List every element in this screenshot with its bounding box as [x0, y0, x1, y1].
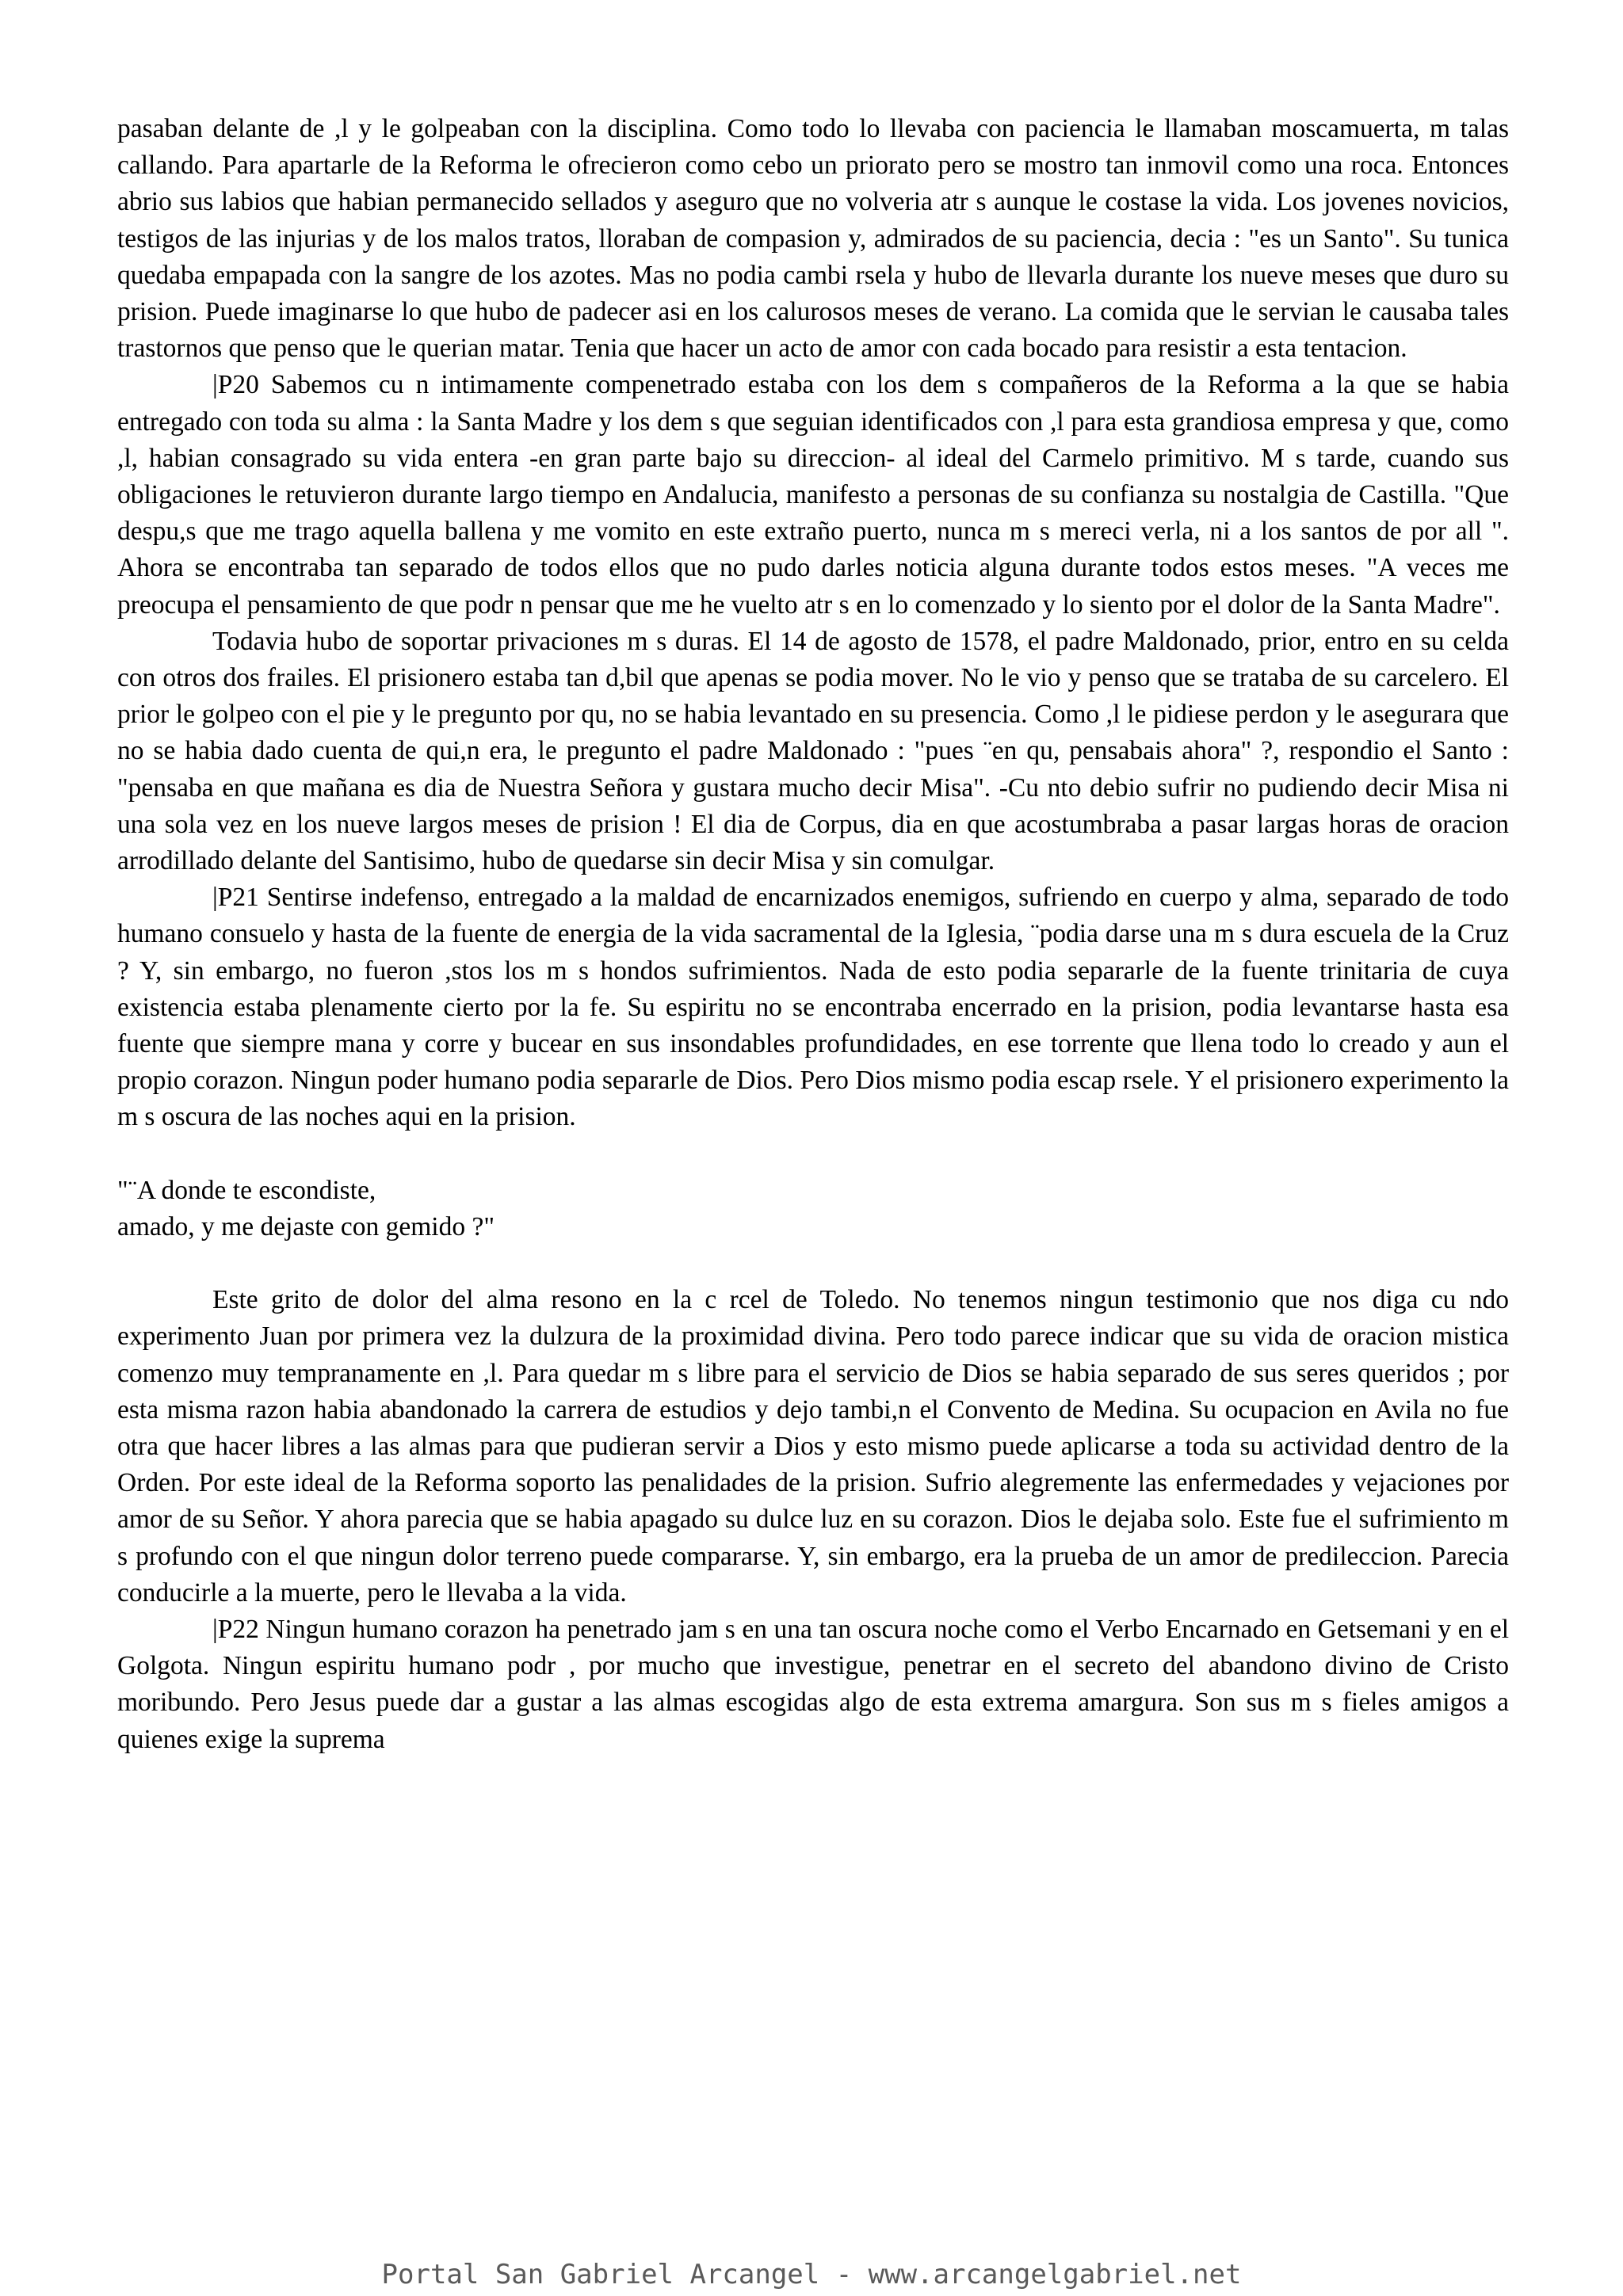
- verse-line-1: "¨A donde te escondiste,: [117, 1175, 376, 1205]
- paragraph-prison-treatment: pasaban delante de ,l y le golpeaban con la disciplina. Como todo lo llevaba con paciencia le llamaban moscamuerta, m talas callando. Para apartarle de la Reforma le ofrecieron como cebo un priorato pero se mostro tan inmovil como una roca. Entonces abrio sus labios que habian permanecido sellados y aseguro que no volveria atr s aunque le costase la vida. Los jovenes novicios, testigos de las injurias y de los malos tratos, lloraban de compasion y, admirados de su paciencia, decia : "es un Santo". Su tunica quedaba empapada con la sangre de los azotes. Mas no podia cambi rsela y hubo de llevarla durante los nueve meses que duro su prision. Puede imaginarse lo que hubo de padecer asi en los calurosos meses de verano. La comida que le servian le causaba tales trastornos que penso que le querian matar. Tenia que hacer un acto de amor con cada bocado para resistir a esta tentacion.: [117, 114, 1509, 364]
- document-body: [117, 111, 1509, 1758]
- paragraph-cry-of-pain: Este grito de dolor del alma resono en la c rcel de Toledo. No tenemos ningun testimonio que nos diga cu ndo experimento Juan por primera vez la dulzura de la proximidad divina. Pero todo parece indicar que su vida de oracion mistica comenzo muy tempranamente en ,l. Para quedar m s libre para el servicio de Dios se habia separado de sus seres queridos ; por esta misma razon habia abandonado la carrera de estudios y dejo tambi,n el Convento de Medina. Su ocupacion en Avila no fue otra que hacer libres a las almas para que pudieran servir a Dios y esto mismo puede aplicarse a toda su actividad dentro de la Orden. Por este ideal de la Reforma soporto las penalidades de la prision. Sufrio alegremente las enfermedades y vejaciones por amor de su Señor. Y ahora parecia que se habia apagado su dulce luz en su corazon. Dios le dejaba solo. Este fue el sufrimiento m s profundo con el que ningun dolor terreno puede compararse. Y, sin embargo, era la prueba de un amor de predileccion. Parecia conducirle a la muerte, pero le llevaba a la vida.: [117, 1285, 1509, 1608]
- spacer: [117, 1136, 1509, 1173]
- paragraph-harsher-privations: Todavia hubo de soportar privaciones m s duras. El 14 de agosto de 1578, el padre Maldonado, prior, entro en su celda con otros dos frailes. El prisionero estaba tan d,bil que apenas se podia mover. No le vio y penso que se trataba de su carcelero. El prior le golpeo con el pie y le pregunto por qu, no se habia levantado en su presencia. Como ,l le pidiese perdon y le asegurara que no se habia dado cuenta de qui,n era, le pregunto el padre Maldonado : "pues ¨en qu, pensabais ahora" ?, respondio el Santo : "pensaba en que mañana es dia de Nuestra Señora y gustara mucho decir Misa". -Cu nto debio sufrir no pudiendo decir Misa ni una sola vez en los nueve largos meses de prision ! El dia de Corpus, dia en que acostumbraba a pasar largas horas de oracion arrodillado delante del Santisimo, hubo de quedarse sin decir Misa y sin comulgar.: [117, 626, 1509, 876]
- paragraph-p21: |P21 Sentirse indefenso, entregado a la maldad de encarnizados enemigos, sufriendo en cuerpo y alma, separado de todo humano consuelo y hasta de la fuente de energia de la vida sacramental de la Iglesia, ¨podia darse una m s dura escuela de la Cruz ? Y, sin embargo, no fueron ,stos los m s hondos sufrimientos. Nada de esto podia separarle de la fuente trinitaria de cuya existencia estaba plenamente cierto por la fe. Su espiritu no se encontraba encerrado en la prision, podia levantarse hasta esa fuente que siempre mana y corre y bucear en sus insondables profundidades, en ese torrente que llena todo lo creado y aun el propio corazon. Ningun poder humano podia separarle de Dios. Pero Dios mismo podia escap rsele. Y el prisionero experimento la m s oscura de las noches aqui en la prision.: [117, 883, 1509, 1132]
- paragraph-p20: |P20 Sabemos cu n intimamente compenetrado estaba con los dem s compañeros de la Reforma a la que se habia entregado con toda su alma : la Santa Madre y los dem s que seguian identificados con ,l para esta grandiosa empresa y que, como ,l, habian consagrado su vida entera -en gran parte bajo su direccion- al ideal del Carmelo primitivo. M s tarde, cuando sus obligaciones le retuvieron durante largo tiempo en Andalucia, manifesto a personas de su confianza su nostalgia de Castilla. "Que despu,s que me trago aquella ballena y me vomito en este extraño puerto, nunca m s mereci verla, ni a los santos de por all ". Ahora se encontraba tan separado de todos ellos que no pudo darles noticia alguna durante todos estos meses. "A veces me preocupa el pensamiento de que podr n pensar que me he vuelto atr s en lo comenzado y lo siento por el dolor de la Santa Madre".: [117, 370, 1509, 620]
- page-footer: Portal San Gabriel Arcangel - www.arcangelgabriel.net: [381, 2259, 1242, 2290]
- paragraph-p22: |P22 Ningun humano corazon ha penetrado jam s en una tan oscura noche como el Verbo Encarnado en Getsemani y en el Golgota. Ningun espiritu humano podr , por mucho que investigue, penetrar en el secreto del abandono divino de Cristo moribundo. Pero Jesus puede dar a gustar a las almas escogidas algo de esta extrema amargura. Son sus m s fieles amigos a quienes exige la suprema: [117, 1614, 1509, 1754]
- verse-line-2: amado, y me dejaste con gemido ?": [117, 1211, 495, 1241]
- spacer: [117, 1245, 1509, 1282]
